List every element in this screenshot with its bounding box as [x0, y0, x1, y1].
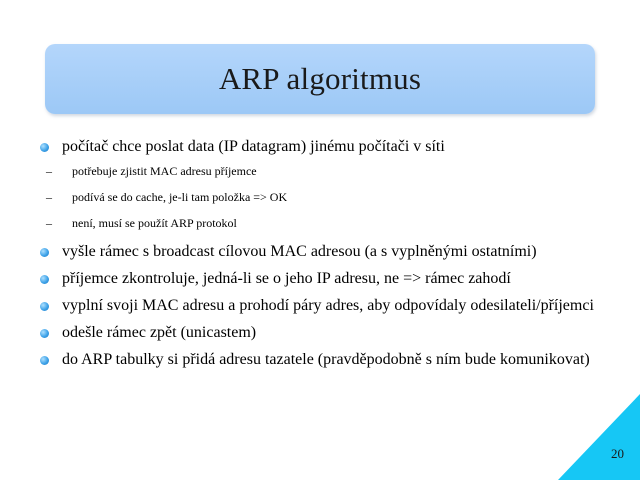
corner-decoration — [558, 394, 640, 480]
list-item — [38, 322, 618, 343]
dash-bullet-icon: – — [46, 216, 52, 230]
list-item-text: vyplní svoji MAC adresu a prohodí páry adres, aby odpovídaly odesilateli/příjemci — [62, 297, 594, 314]
sub-list-item — [40, 215, 618, 231]
list-item — [38, 349, 618, 370]
sub-list — [38, 163, 618, 231]
bullet-dot-icon — [40, 143, 49, 152]
sub-list-item-text: není, musí se použít ARP protokol — [72, 216, 237, 230]
dash-bullet-icon: – — [46, 164, 52, 178]
sub-list-item-text: podívá se do cache, je-li tam položka => OK — [72, 190, 288, 204]
slide-title: ARP algoritmus — [218, 61, 422, 96]
title-banner — [45, 44, 595, 114]
bullet-dot-icon — [40, 275, 49, 284]
sub-list-item-text: potřebuje zjistit MAC adresu příjemce — [72, 164, 257, 178]
bullet-dot-icon — [40, 302, 49, 311]
list-item — [38, 136, 618, 157]
bullet-list — [38, 136, 618, 376]
bullet-dot-icon — [40, 329, 49, 338]
bullet-dot-icon — [40, 356, 49, 365]
list-item-text: vyšle rámec s broadcast cílovou MAC adresou (a s vyplněnými ostatními) — [62, 243, 537, 260]
bullet-dot-icon — [40, 248, 49, 257]
list-item-text: odešle rámec zpět (unicastem) — [62, 324, 257, 341]
dash-bullet-icon: – — [46, 190, 52, 204]
list-item-text: do ARP tabulky si přidá adresu tazatele (pravděpodobně s ním bude komunikovat) — [62, 351, 590, 368]
list-item-text: počítač chce poslat data (IP datagram) jinému počítači v síti — [62, 138, 445, 155]
list-item — [38, 268, 618, 289]
list-item-text: příjemce zkontroluje, jedná-li se o jeho IP adresu, ne => rámec zahodí — [62, 270, 511, 287]
list-item — [38, 241, 618, 262]
list-item — [38, 295, 618, 316]
sub-list-item — [40, 189, 618, 205]
sub-list-item — [40, 163, 618, 179]
page-number: 20 — [611, 446, 624, 461]
